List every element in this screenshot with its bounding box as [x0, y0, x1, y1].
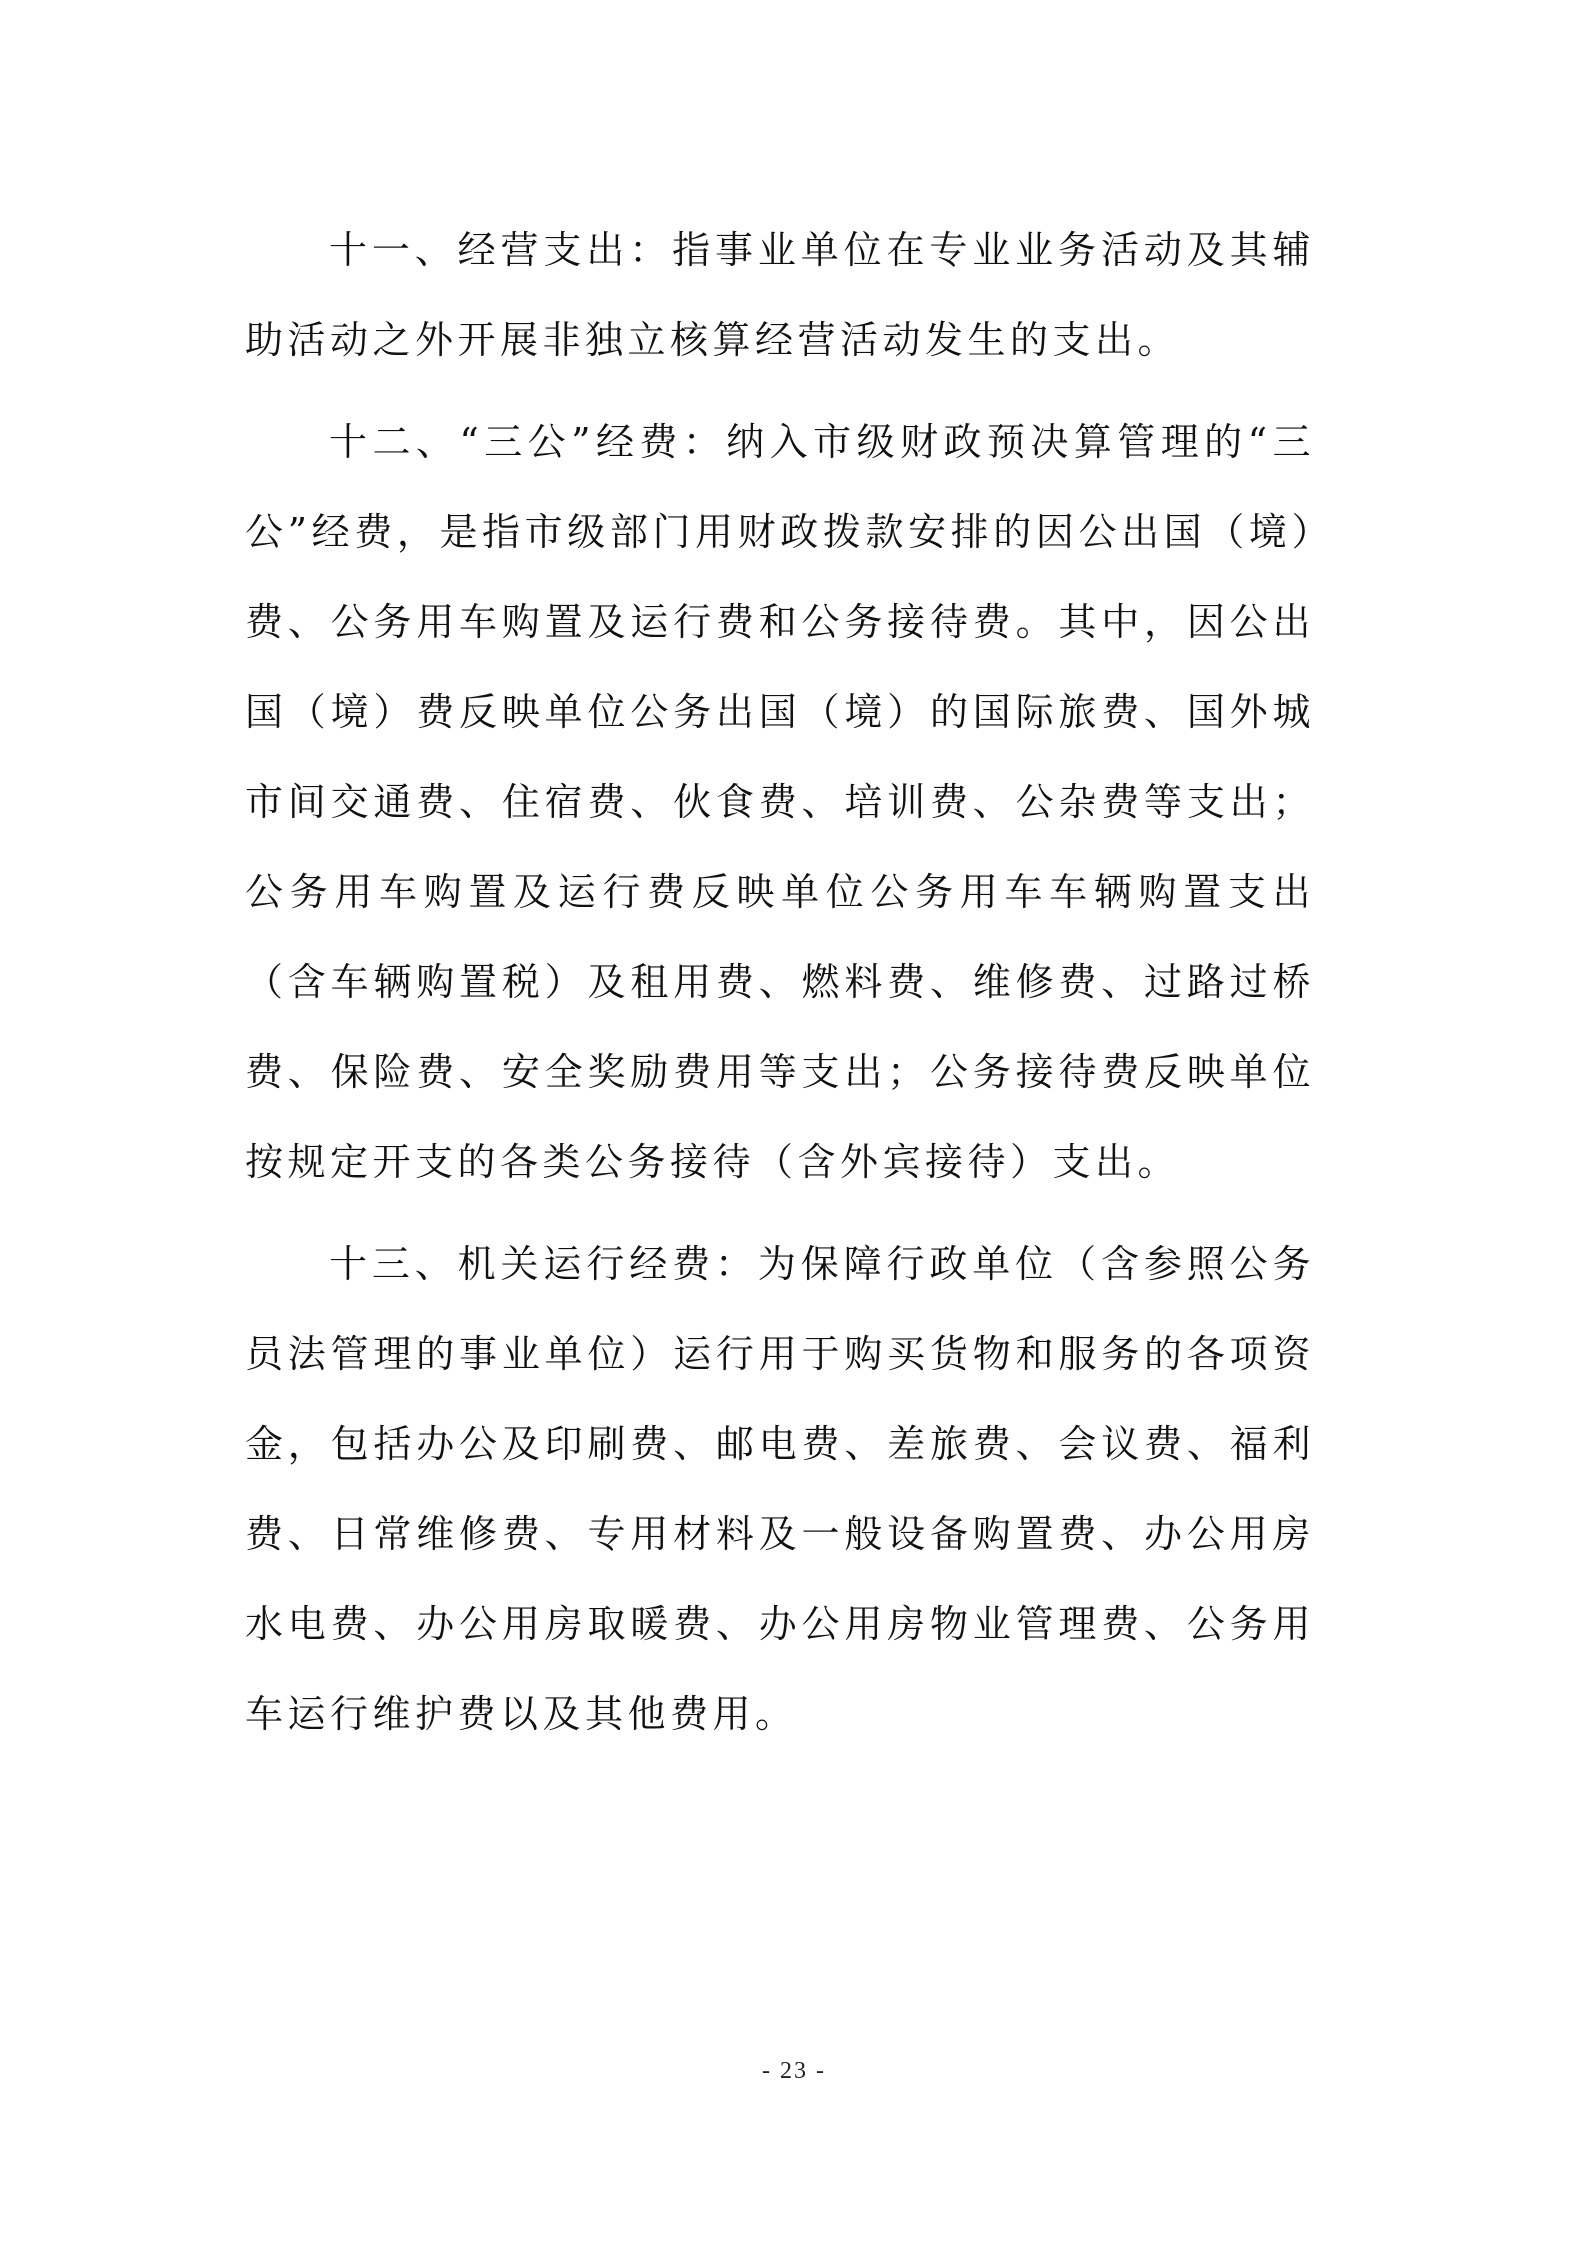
paragraph-agency-operating-expenses: 十三、机关运行经费：为保障行政单位（含参照公务员法管理的事业单位）运行用于购买货物和服务的各项资金，包括办公及印刷费、邮电费、差旅费、会议费、福利费、日常维修费、专用材料及一般设备购置费、办公用房水电费、办公用房取暖费、办公用房物业管理费、公务用车运行维护费以及其他费用。 [245, 1242, 1315, 1736]
paragraph-three-public-expenses: 十二、“三公”经费：纳入市级财政预决算管理的“三公”经费，是指市级部门用财政拨款安排的因公出国（境）费、公务用车购置及运行费和公务接待费。其中，因公出国（境）费反映单位公务出国（境）的国际旅费、国外城市间交通费、住宿费、伙食费、培训费、公杂费等支出；公务用车购置及运行费反映单位公务用车车辆购置支出（含车辆购置税）及租用费、燃料费、维修费、过路过桥费、保险费、安全奖励费用等支出；公务接待费反映单位按规定开支的各类公务接待（含外宾接待）支出。 [245, 420, 1315, 1184]
document-body [245, 205, 1315, 1771]
paragraph-business-expenditure: 十一、经营支出：指事业单位在专业业务活动及其辅助活动之外开展非独立核算经营活动发生的支出。 [245, 228, 1315, 362]
page-number: - 23 - [762, 2058, 826, 2084]
